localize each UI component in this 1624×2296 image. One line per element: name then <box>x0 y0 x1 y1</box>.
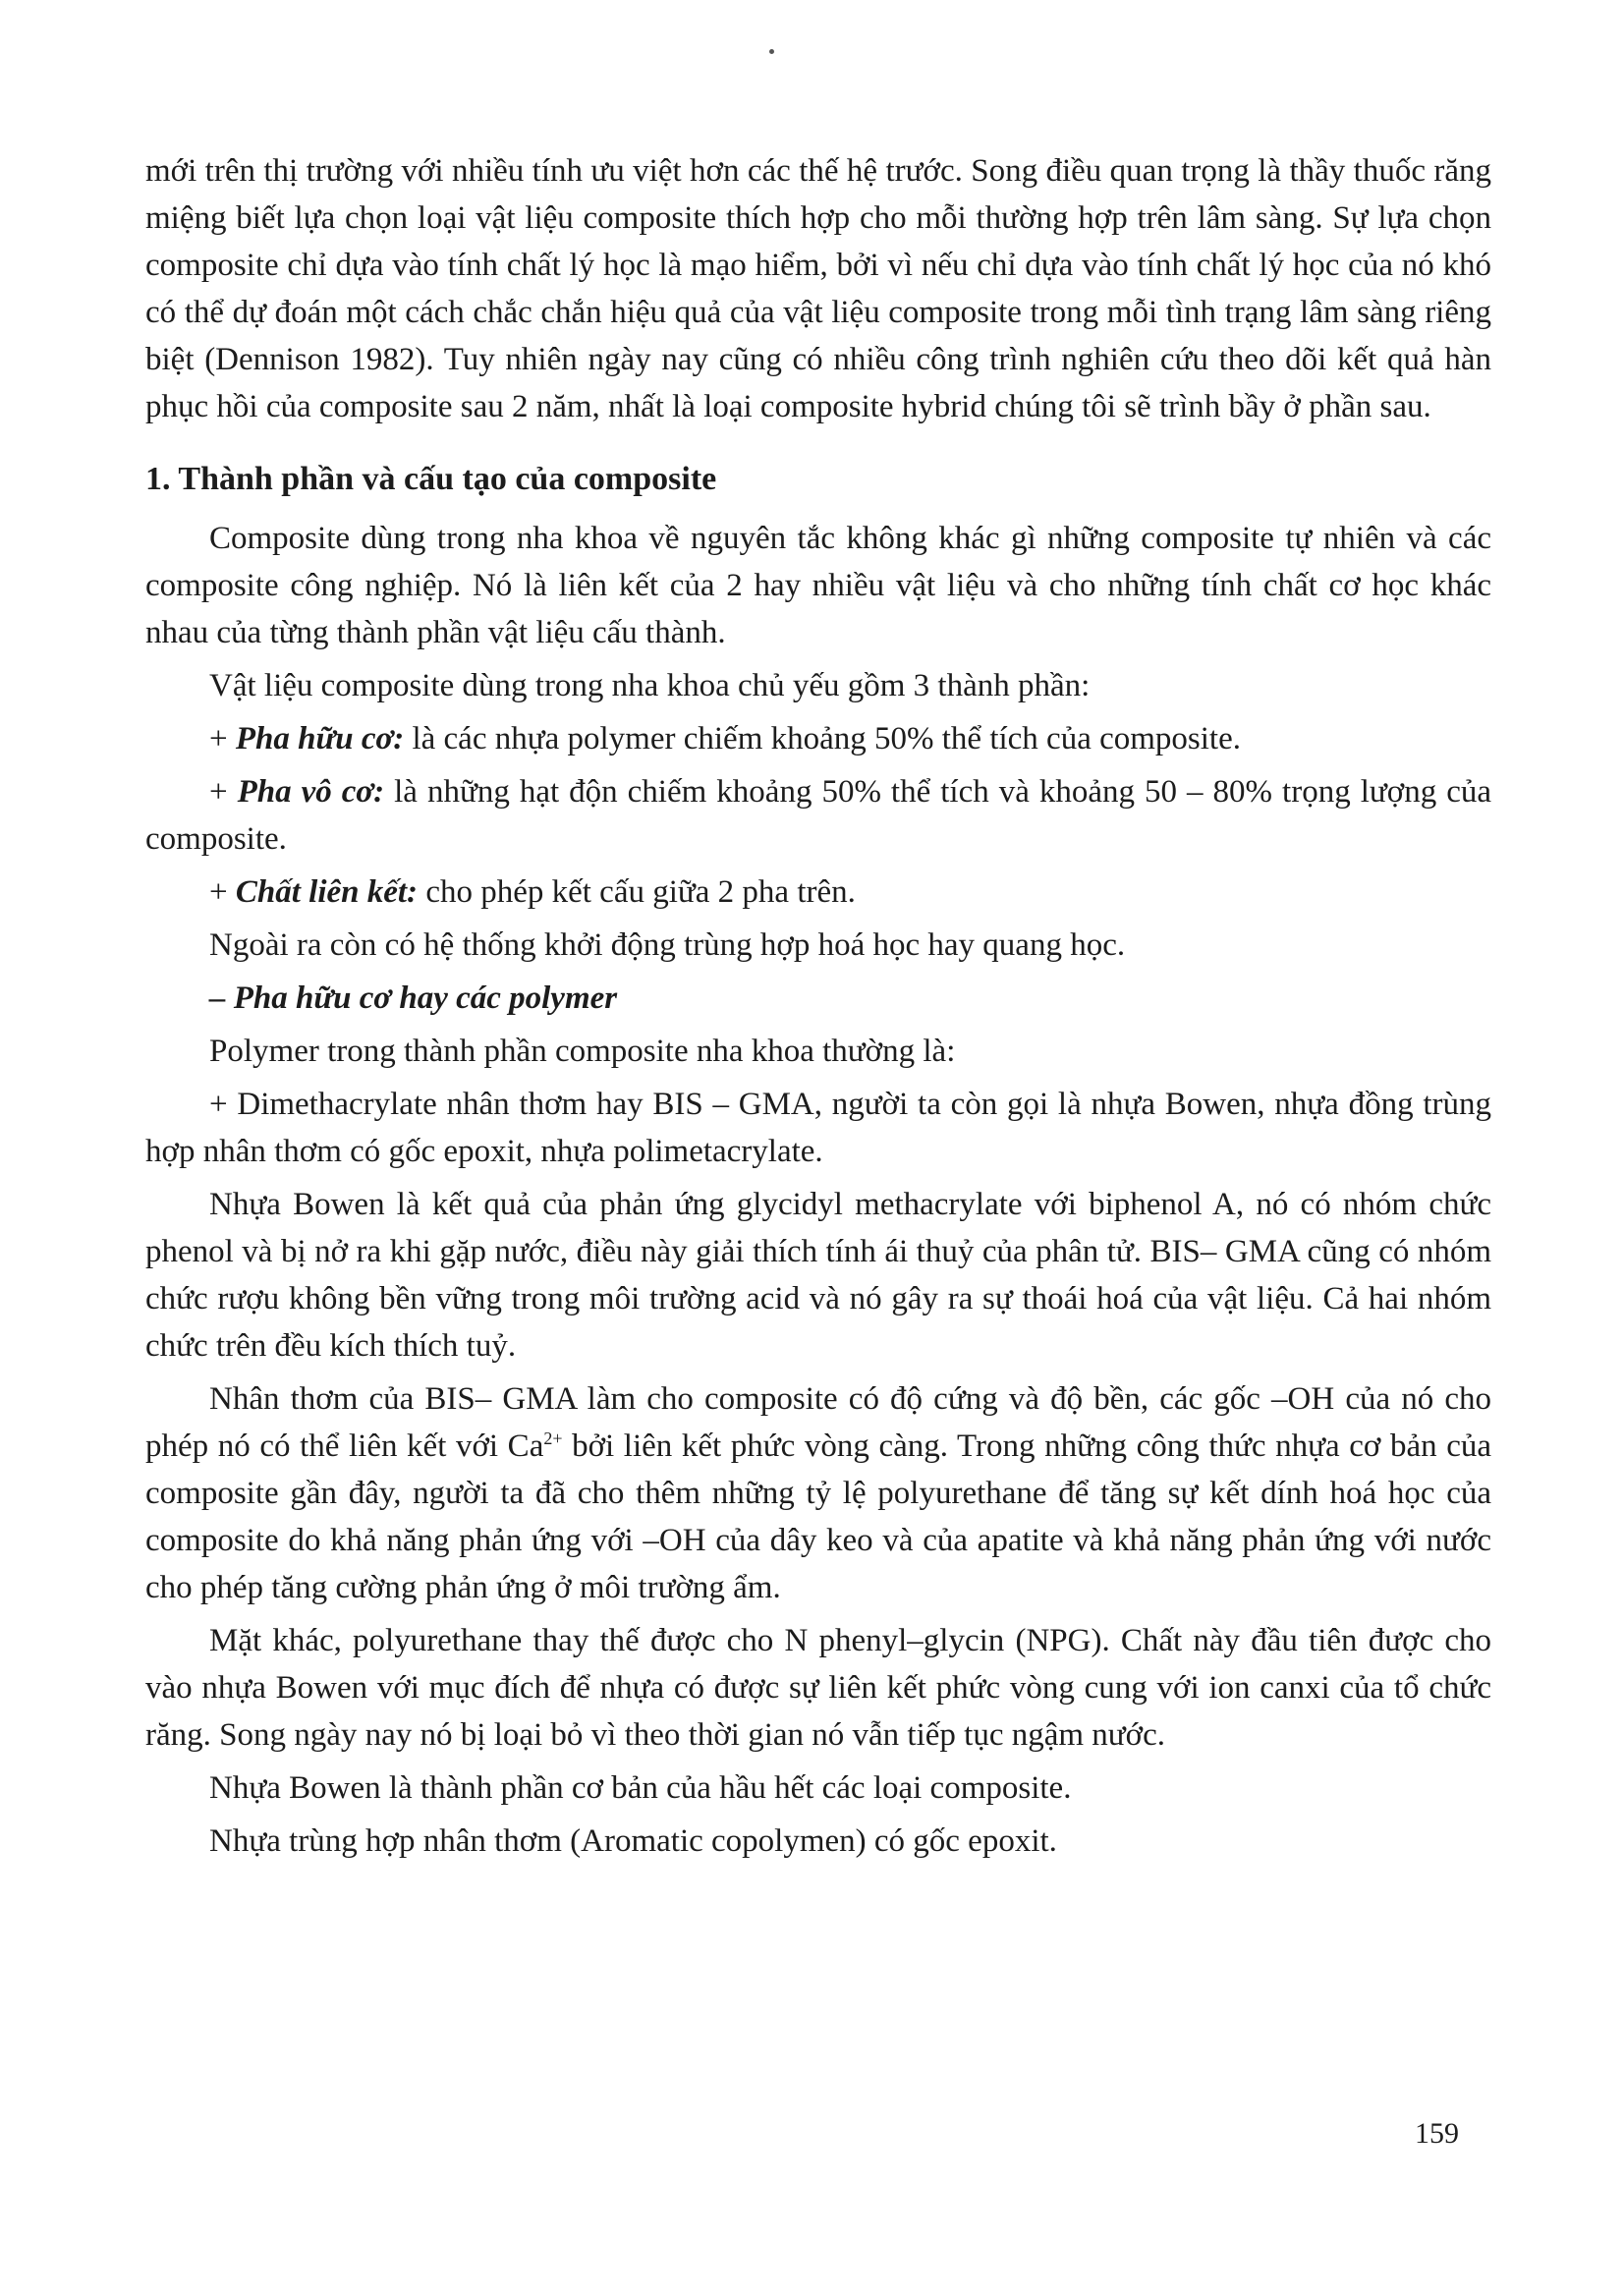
list-item <box>145 868 1491 916</box>
paragraph: Mặt khác, polyurethane thay thế được cho N phenyl–glycin (NPG). Chất này đầu tiên được cho vào nhựa Bowen với mục đích để nhựa có được sự liên kết phức vòng cung với ion canxi của tổ chức răng. Song ngày nay nó bị loại bỏ vì theo thời gian nó vẫn tiếp tục ngậm nước. <box>145 1623 1491 1753</box>
paragraph: Composite dùng trong nha khoa về nguyên tắc không khác gì những composite tự nhiên và các composite công nghiệp. Nó là liên kết của 2 hay nhiều vật liệu và cho những tính chất cơ học khác nhau của từng thành phần vật liệu cấu thành. <box>145 521 1491 650</box>
document-page <box>145 147 1491 1865</box>
section-heading: 1. Thành phần và cấu tạo của composite <box>145 461 717 497</box>
paragraph: Polymer trong thành phần composite nha khoa thường là: <box>209 1034 956 1069</box>
paragraph: Vật liệu composite dùng trong nha khoa chủ yếu gồm 3 thành phần: <box>209 668 1091 703</box>
paragraph: Nhựa trùng hợp nhân thơm (Aromatic copolymen) có gốc epoxit. <box>209 1823 1057 1859</box>
paragraph: + Dimethacrylate nhân thơm hay BIS – GMA, người ta còn gọi là nhựa Bowen, nhựa đồng trùng hợp nhân thơm có gốc epoxit, nhựa polimetacrylate. <box>145 1087 1491 1169</box>
superscript: 2+ <box>543 1428 563 1448</box>
paragraph-text: bởi liên kết phức vòng càng. Trong những công thức nhựa cơ bản của composite gần đây, người ta đã cho thêm những tỷ lệ polyurethane để tăng sự kết dính hoá học của composite do khả năng phản ứng với –OH của dây keo và của apatite và khả năng phản ứng với nước cho phép tăng cường phản ứng ở môi trường ẩm. <box>145 1428 1491 1605</box>
subheading: – Pha hữu cơ hay các polymer <box>209 980 618 1016</box>
paragraph: Nhựa Bowen là kết quả của phản ứng glycidyl methacrylate với biphenol A, nó có nhóm chức phenol và bị nở ra khi gặp nước, điều này giải thích tính ái thuỷ của phân tử. BIS– GMA cũng có nhóm chức rượu không bền vững trong môi trường acid và nó gây ra sự thoái hoá của vật liệu. Cả hai nhóm chức trên đều kích thích tuỷ. <box>145 1187 1491 1364</box>
list-item <box>145 715 1491 762</box>
page-number: 159 <box>1415 2117 1459 2150</box>
list-item <box>145 768 1491 863</box>
scan-speck <box>769 49 774 54</box>
list-marker: + <box>209 874 236 910</box>
paragraph <box>145 1375 1491 1611</box>
list-term: Pha vô cơ: <box>237 774 385 810</box>
intro-paragraph: mới trên thị trường với nhiều tính ưu việt hơn các thế hệ trước. Song điều quan trọng là thầy thuốc răng miệng biết lựa chọn loại vật liệu composite thích hợp cho mỗi thường hợp trên lâm sàng. Sự lựa chọn composite chỉ dựa vào tính chất lý học là mạo hiểm, bởi vì nếu chỉ dựa vào tính chất lý học của nó khó có thể dự đoán một cách chắc chắn hiệu quả của vật liệu composite trong mỗi tình trạng lâm sàng riêng biệt (Dennison 1982). Tuy nhiên ngày nay cũng có nhiều công trình nghiên cứu theo dõi kết quả hàn phục hồi của composite sau 2 năm, nhất là loại composite hybrid chúng tôi sẽ trình bầy ở phần sau. <box>145 153 1491 424</box>
list-text: là những hạt độn chiếm khoảng 50% thể tích và khoảng 50 – 80% trọng lượng của composite. <box>145 774 1491 857</box>
list-marker: + <box>209 774 238 810</box>
list-text: cho phép kết cấu giữa 2 pha trên. <box>418 874 856 910</box>
paragraph-text: Nhân thơm của BIS– GMA làm cho composite có độ cứng và độ bền, các gốc –OH của nó cho phép nó có thể liên kết với Ca <box>145 1381 1491 1464</box>
paragraph: Nhựa Bowen là thành phần cơ bản của hầu hết các loại composite. <box>209 1770 1072 1806</box>
list-text: là các nhựa polymer chiếm khoảng 50% thể tích của composite. <box>404 721 1241 756</box>
list-term: Chất liên kết: <box>235 874 419 910</box>
list-term: Pha hữu cơ: <box>235 721 405 756</box>
paragraph: Ngoài ra còn có hệ thống khởi động trùng hợp hoá học hay quang học. <box>209 927 1126 963</box>
list-marker: + <box>209 721 236 756</box>
